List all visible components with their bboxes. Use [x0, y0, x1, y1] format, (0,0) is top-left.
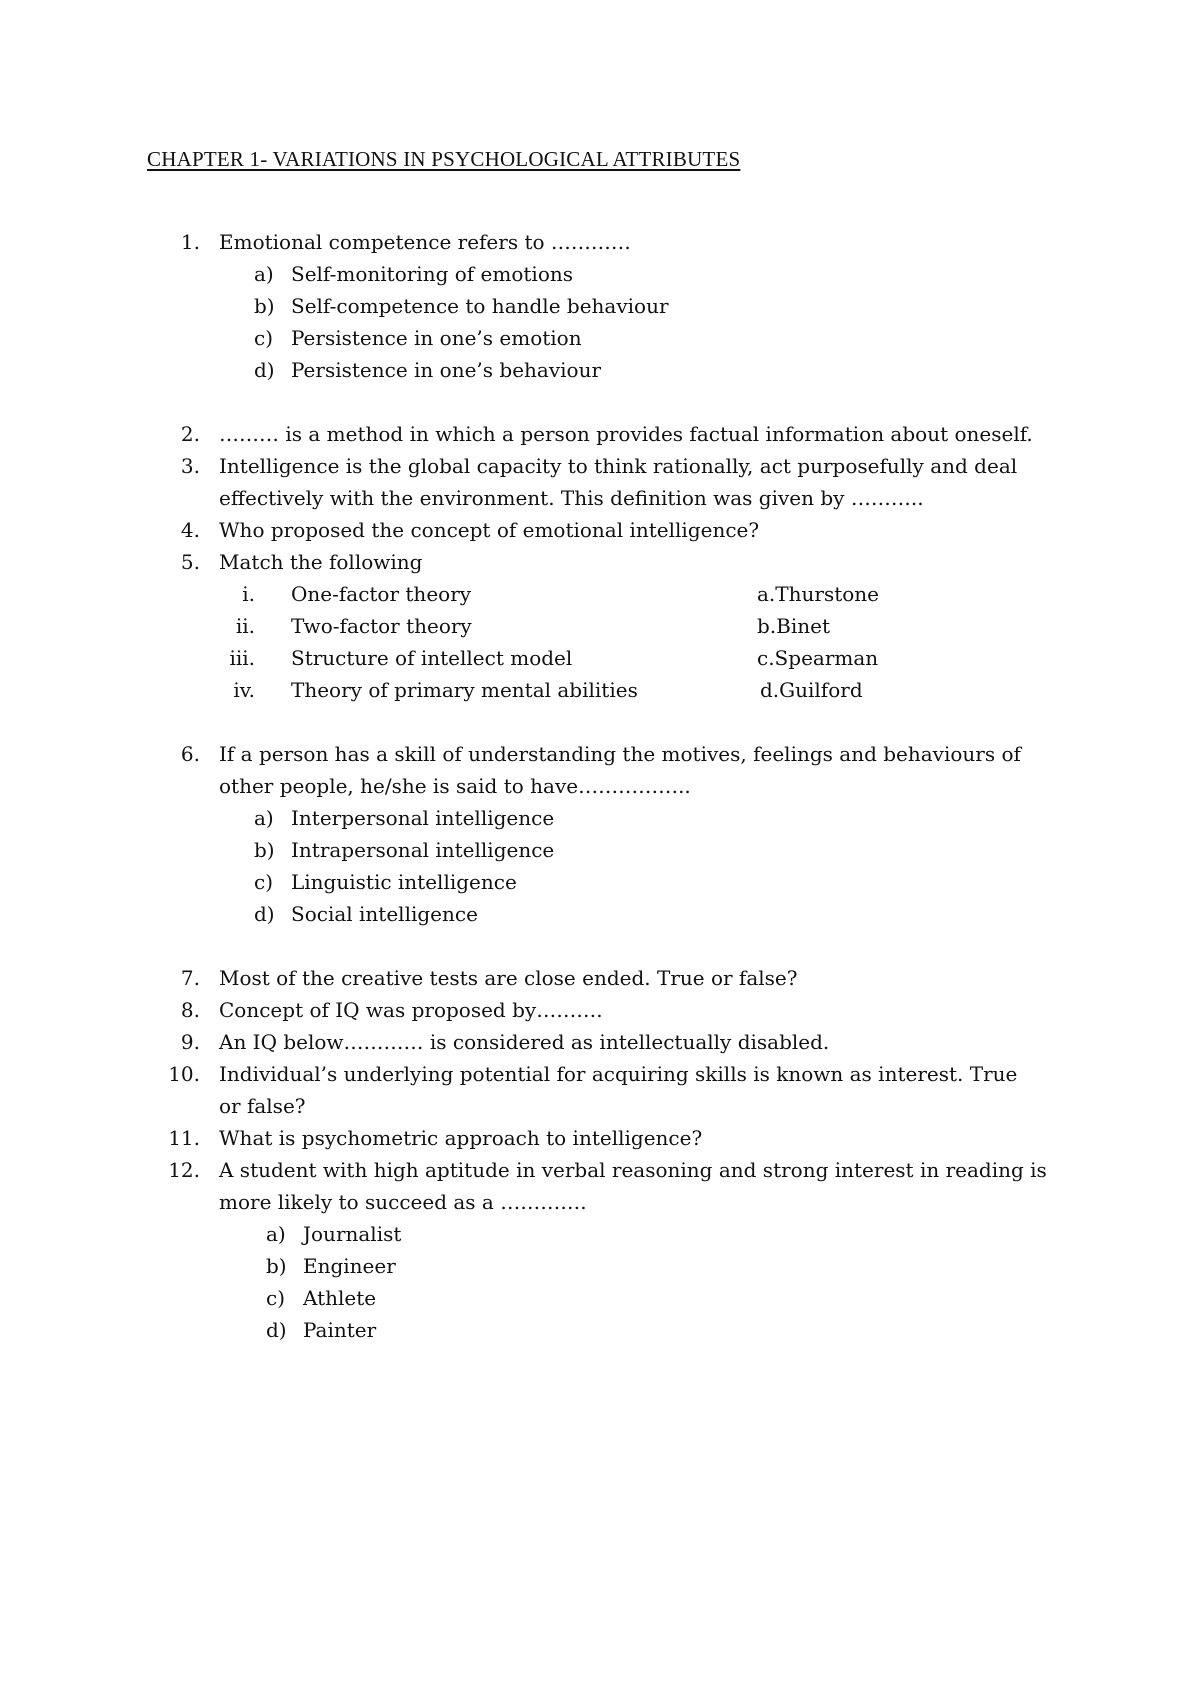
option-text: Intrapersonal intelligence: [291, 838, 555, 862]
option-text: Self-competence to handle behaviour: [291, 294, 669, 318]
match-left: Two-factor theory: [291, 614, 472, 638]
question-number: 12.: [168, 1158, 200, 1182]
match-left: One-factor theory: [291, 582, 472, 606]
question-text: A student with high aptitude in verbal reasoning and strong interest in reading is: [219, 1158, 1047, 1182]
option-text: Social intelligence: [291, 902, 478, 926]
question-text: Most of the creative tests are close ended. True or false?: [219, 966, 798, 990]
page-title: CHAPTER 1- VARIATIONS IN PSYCHOLOGICAL ATTRIBUTES: [147, 147, 741, 171]
option-text: Painter: [303, 1318, 377, 1342]
option-label: a): [254, 806, 274, 830]
option-text: Engineer: [303, 1254, 396, 1278]
question-text: Emotional competence refers to …………: [219, 230, 631, 254]
question-number: 2.: [180, 422, 200, 446]
question-text: Who proposed the concept of emotional intelligence?: [219, 518, 760, 542]
match-roman: iv.: [233, 678, 255, 702]
question-text-continued: more likely to succeed as a ………….: [219, 1190, 587, 1214]
match-right: a.Thurstone: [757, 582, 880, 606]
option-label: a): [266, 1222, 286, 1246]
match-roman: ii.: [235, 614, 255, 638]
question-number: 5.: [180, 550, 200, 574]
option-label: d): [266, 1318, 287, 1342]
option-label: a): [254, 262, 274, 286]
question-number: 9.: [180, 1030, 200, 1054]
question-number: 8.: [180, 998, 200, 1022]
option-text: Persistence in one’s behaviour: [291, 358, 602, 382]
question-text: An IQ below………… is considered as intellectually disabled.: [219, 1030, 830, 1054]
question-number: 10.: [168, 1062, 200, 1086]
option-text: Self-monitoring of emotions: [291, 262, 574, 286]
question-text: ……… is a method in which a person provides factual information about oneself.: [219, 422, 1033, 446]
option-label: b): [266, 1254, 287, 1278]
option-text: Athlete: [303, 1286, 377, 1310]
question-text: Intelligence is the global capacity to think rationally, act purposefully and deal: [219, 454, 1018, 478]
option-text: Journalist: [303, 1222, 402, 1246]
match-right: d.Guilford: [760, 678, 863, 702]
question-number: 6.: [180, 742, 200, 766]
question-text: Match the following: [219, 550, 423, 574]
option-label: c): [254, 870, 274, 894]
question-text: What is psychometric approach to intelligence?: [219, 1126, 703, 1150]
question-text-continued: effectively with the environment. This definition was given by ………..: [219, 486, 924, 510]
match-left: Theory of primary mental abilities: [291, 678, 638, 702]
option-label: c): [266, 1286, 286, 1310]
option-label: d): [254, 358, 275, 382]
question-text-continued: or false?: [219, 1094, 306, 1118]
match-left: Structure of intellect model: [291, 646, 573, 670]
option-label: d): [254, 902, 275, 926]
option-label: b): [254, 294, 275, 318]
question-number: 11.: [168, 1126, 200, 1150]
question-number: 4.: [180, 518, 200, 542]
question-number: 7.: [180, 966, 200, 990]
question-number: 3.: [180, 454, 200, 478]
option-text: Linguistic intelligence: [291, 870, 517, 894]
option-text: Interpersonal intelligence: [291, 806, 555, 830]
question-text: If a person has a skill of understanding the motives, feelings and behaviours of: [219, 742, 1021, 766]
question-number: 1.: [180, 230, 200, 254]
match-right: c.Spearman: [757, 646, 879, 670]
match-roman: i.: [242, 582, 255, 606]
option-label: b): [254, 838, 275, 862]
question-text-continued: other people, he/she is said to have……………..: [219, 774, 691, 798]
question-text: Individual’s underlying potential for acquiring skills is known as interest. True: [219, 1062, 1018, 1086]
match-right: b.Binet: [757, 614, 831, 638]
match-roman: iii.: [229, 646, 255, 670]
option-label: c): [254, 326, 274, 350]
question-text: Concept of IQ was proposed by……….: [219, 998, 603, 1022]
option-text: Persistence in one’s emotion: [291, 326, 582, 350]
